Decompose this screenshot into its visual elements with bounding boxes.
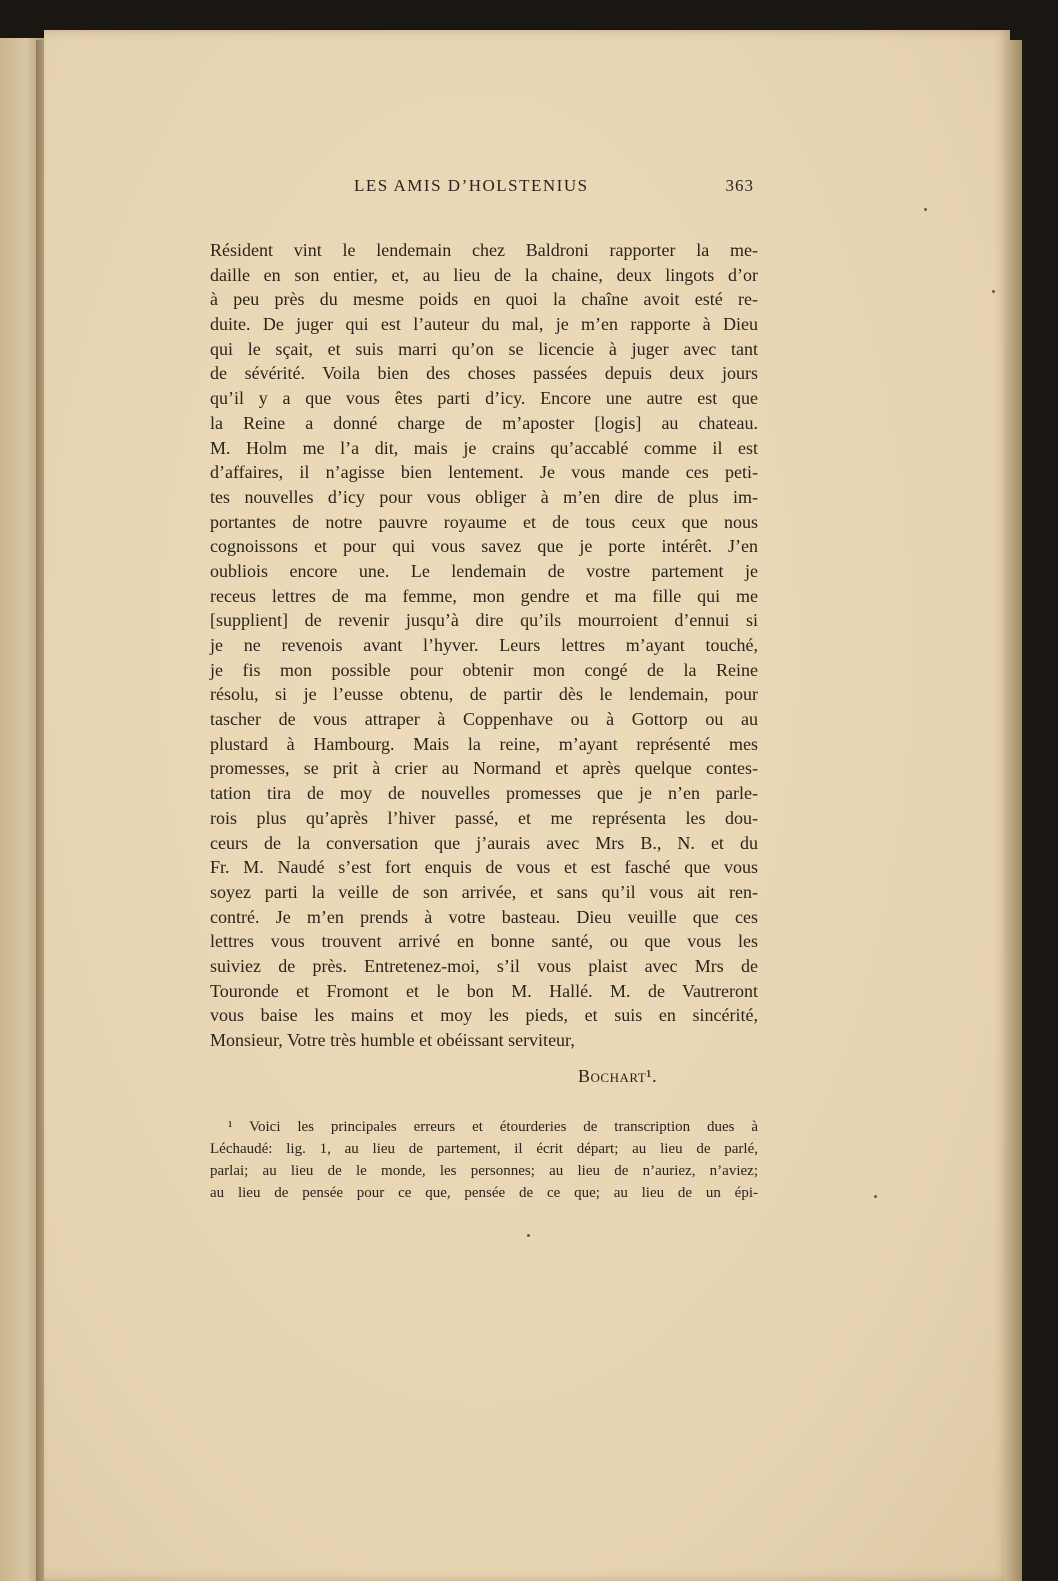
text-line: rois plus qu’après l’hiver passé, et me représenta les dou-: [210, 807, 758, 828]
text-line: qui le sçait, et suis marri qu’on se licencie à juger avec tant: [210, 338, 758, 359]
text-line: contré. Je m’en prends à votre basteau. Dieu veuille que ces: [210, 906, 758, 927]
text-line: daille en son entier, et, au lieu de la chaine, deux lingots d’or: [210, 264, 758, 285]
footnote-line: Léchaudé: lig. 1, au lieu de partement, il écrit départ; au lieu de parlé,: [210, 1141, 758, 1157]
text-line: ceurs de la conversation que j’aurais avec Mrs B., N. et du: [210, 832, 758, 853]
page-stack-edge: [1004, 40, 1022, 1581]
text-line: promesses, se prit à crier au Normand et après quelque contes-: [210, 758, 758, 779]
text-line: soyez parti la veille de son arrivée, et sans qu’il vous ait ren-: [210, 881, 758, 902]
text-line: suiviez de près. Entretenez-moi, s’il vous plaist avec Mrs de: [210, 955, 758, 976]
text-line: de sévérité. Voila bien des choses passées depuis deux jours: [210, 363, 758, 384]
text-line: tes nouvelles d’icy pour vous obliger à m’en dire de plus im-: [210, 486, 758, 507]
footnote-line: parlai; au lieu de le monde, les personnes; au lieu de n’auriez, n’aviez;: [210, 1163, 758, 1179]
text-line: la Reine a donné charge de m’aposter [logis] au chateau.: [210, 412, 758, 433]
text-line: je fis mon possible pour obtenir mon congé de la Reine: [210, 659, 758, 680]
text-line: cognoissons et pour qui vous savez que je porte intérêt. J’en: [210, 536, 758, 557]
letter-body: [210, 238, 758, 1053]
text-line: vous baise les mains et moy les pieds, et suis en sincérité,: [210, 1005, 758, 1026]
paper-speck: [874, 1195, 877, 1198]
text-line: Monsieur, Votre très humble et obéissant serviteur,: [210, 1030, 575, 1050]
text-line: résolu, si je l’eusse obtenu, de partir dès le lendemain, pour: [210, 684, 758, 705]
text-line: lettres vous trouvent arrivé en bonne santé, ou que vous les: [210, 931, 758, 952]
text-line: receus lettres de ma femme, mon gendre et ma fille qui me: [210, 585, 758, 606]
signature: Bochart¹.: [578, 1066, 658, 1086]
footnote-line: au lieu de pensée pour ce que, pensée de ce que; au lieu de un épi-: [210, 1185, 758, 1201]
paper-speck: [527, 1234, 530, 1237]
running-head-title: LES AMIS D’HOLSTENIUS: [354, 176, 589, 195]
text-line: je ne revenois avant l’hyver. Leurs lettres m’ayant touché,: [210, 635, 758, 655]
text-line: plustard à Hambourg. Mais la reine, m’ayant représenté mes: [210, 733, 758, 754]
text-line: Fr. M. Naudé s’est fort enquis de vous et est fasché que vous: [210, 857, 758, 878]
text-line: oubliois encore une. Le lendemain de vostre partement je: [210, 560, 758, 581]
text-line: qu’il y a que vous êtes parti d’icy. Encore une autre est que: [210, 388, 758, 409]
paper-speck: [924, 208, 927, 211]
text-line: Touronde et Fromont et le bon M. Hallé. M. de Vautreront: [210, 980, 758, 1001]
text-line: tation tira de moy de nouvelles promesses que je n’en parle-: [210, 783, 758, 804]
page-number: 363: [725, 176, 754, 195]
text-line: duite. De juger qui est l’auteur du mal, je m’en rapporte à Dieu: [210, 314, 758, 335]
text-line: portantes de notre pauvre royaume et de tous ceux que nous: [210, 511, 758, 532]
footnote-line: ¹ Voici les principales erreurs et étourderies de transcription dues à: [228, 1119, 758, 1135]
footnote: [210, 1116, 758, 1204]
text-line: Résident vint le lendemain chez Baldroni rapporter la me-: [210, 240, 758, 260]
text-line: à peu près du mesme poids en quoi la chaîne avoit esté re-: [210, 289, 758, 310]
paper-speck: [992, 290, 995, 293]
text-line: d’affaires, il n’agisse bien lentement. Je vous mande ces peti-: [210, 462, 758, 483]
text-line: [supplient] de revenir jusqu’à dire qu’ils mourroient d’ennui si: [210, 610, 758, 631]
text-line: tascher de vous attraper à Coppenhave ou à Gottorp ou au: [210, 709, 758, 730]
text-line: M. Holm me l’a dit, mais je crains qu’accablé comme il est: [210, 437, 758, 458]
